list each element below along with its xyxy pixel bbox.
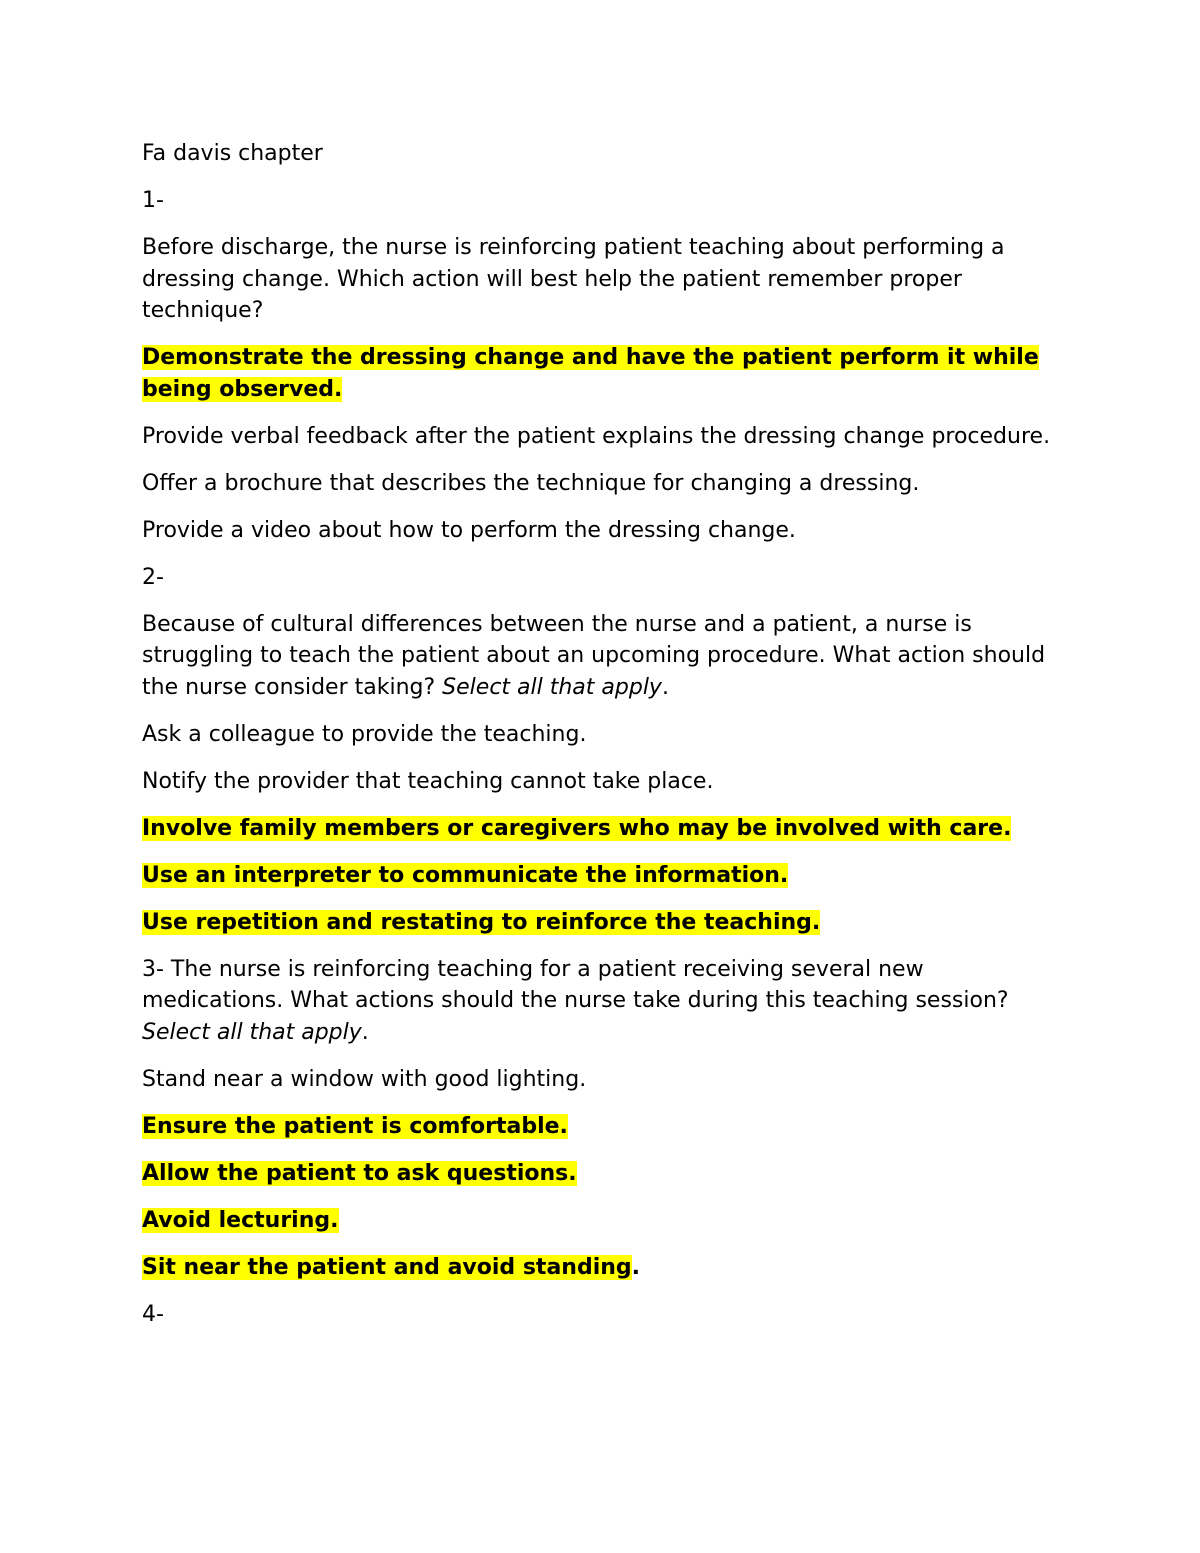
correct-answer-highlight: Ensure the patient is comfortable. xyxy=(142,1113,568,1139)
question-3-select-all: Select all that apply xyxy=(142,1019,362,1045)
correct-answer-highlight: Demonstrate the dressing change and have the patient perform it while being observed. xyxy=(142,345,1039,402)
question-4-number: 4- xyxy=(142,1301,164,1327)
question-3-option-2 xyxy=(142,1111,1062,1143)
question-2-option-5 xyxy=(142,907,1062,939)
question-3-option-3 xyxy=(142,1158,1062,1190)
correct-answer-highlight: Involve family members or caregivers who may be involved with care. xyxy=(142,815,1012,841)
question-2-number: 2- xyxy=(142,564,164,590)
question-2-stem-end: . xyxy=(661,674,669,700)
question-3-option-5-trailing: . xyxy=(631,1254,641,1280)
question-3-number: 3- xyxy=(142,956,164,982)
question-2-option-2: Notify the provider that teaching cannot take place. xyxy=(142,768,714,794)
question-1-option-4: Provide a video about how to perform the dressing change. xyxy=(142,517,796,543)
question-3-stem-end: . xyxy=(361,1019,369,1045)
correct-answer-highlight: Use repetition and restating to reinforce the teaching. xyxy=(142,909,821,935)
question-2-option-1: Ask a colleague to provide the teaching. xyxy=(142,721,587,747)
question-2-stem-text: Because of cultural differences between the nurse and a patient, a nurse is struggling to teach the patient about an upcoming procedure. What action should the nurse consider taking? xyxy=(142,611,1046,700)
question-1-number: 1- xyxy=(142,188,164,213)
correct-answer-highlight: Use an interpreter to communicate the information. xyxy=(142,862,789,888)
question-1-option-1 xyxy=(142,342,1062,405)
question-3-stem-text: The nurse is reinforcing teaching for a patient receiving several new medications. What actions should the nurse take during this teaching session? xyxy=(142,956,1009,1013)
question-1-option-2: Provide verbal feedback after the patient explains the dressing change procedure. xyxy=(142,423,1051,449)
question-2-select-all: Select all that apply xyxy=(442,674,662,700)
question-2-stem xyxy=(142,609,1062,704)
question-1-option-3: Offer a brochure that describes the technique for changing a dressing. xyxy=(142,470,920,496)
correct-answer-highlight: Avoid lecturing. xyxy=(142,1207,339,1233)
document-page xyxy=(142,138,1062,1346)
question-3-stem xyxy=(142,954,1062,1049)
question-1-stem: Before discharge, the nurse is reinforcing patient teaching about performing a dressing change. Which action will best help the patient remember proper technique? xyxy=(142,235,1005,323)
question-3-option-5 xyxy=(142,1252,1062,1284)
correct-answer-highlight: Allow the patient to ask questions. xyxy=(142,1160,577,1186)
document-title: Fa davis chapter xyxy=(142,141,323,166)
correct-answer-highlight: Sit near the patient and avoid standing xyxy=(142,1254,632,1280)
question-2-option-3 xyxy=(142,813,1062,845)
question-3-option-4 xyxy=(142,1205,1062,1237)
question-2-option-4 xyxy=(142,860,1062,892)
question-3-option-1: Stand near a window with good lighting. xyxy=(142,1066,587,1092)
